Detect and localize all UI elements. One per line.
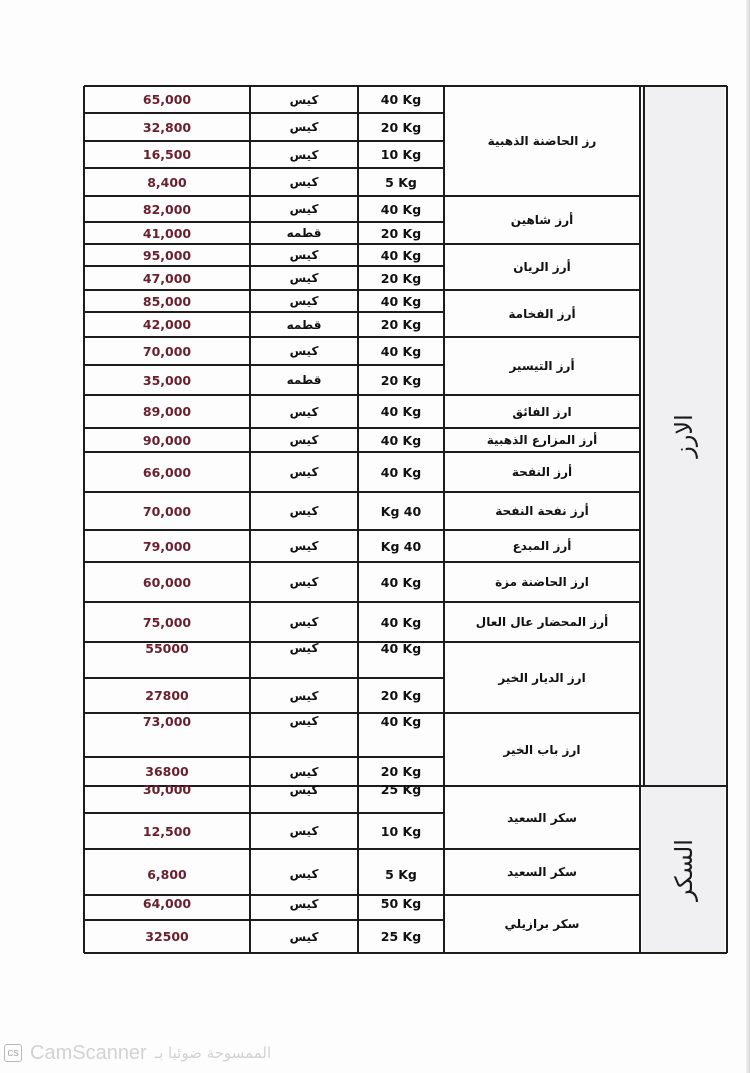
unit-cell: كيس <box>289 344 319 358</box>
product-name: أرز التيسير <box>509 359 575 373</box>
price-cell: 42,000 <box>142 317 192 332</box>
unit-cell: كيس <box>289 147 319 162</box>
price-cell: 32,800 <box>142 119 192 135</box>
unit-cell: كيس <box>289 248 319 262</box>
product-name: ارز الفائق <box>512 404 572 419</box>
price-cell: 6,800 <box>147 866 187 882</box>
price-cell: 8,400 <box>147 174 187 190</box>
unit-cell: كيس <box>289 714 319 728</box>
category-line <box>640 952 727 954</box>
size-cell: 5 Kg <box>385 174 417 190</box>
price-cell: 12,500 <box>142 823 192 839</box>
price-cell: 32500 <box>145 929 189 944</box>
size-cell: 40 Kg <box>380 432 422 448</box>
price-cell: 30,000 <box>142 782 192 797</box>
unit-cell: كيس <box>289 641 319 655</box>
camscanner-logo-icon: CS <box>4 1044 22 1062</box>
product-name: أرز الفخامة <box>508 306 576 321</box>
table-vline-inner <box>643 86 645 786</box>
unit-cell: كيس <box>289 175 319 189</box>
size-cell: 40 Kg <box>380 464 422 480</box>
unit-cell: كيس <box>289 92 319 107</box>
size-cell: 40 Kg <box>380 614 422 630</box>
price-cell: 16,500 <box>142 147 192 162</box>
product-name: أرز النفحة <box>511 465 573 479</box>
unit-cell: كيس <box>289 433 319 447</box>
unit-cell: قطمه <box>286 373 322 387</box>
table-vline-5 <box>726 86 728 953</box>
size-cell: 25 Kg <box>380 929 422 944</box>
price-cell: 85,000 <box>142 293 192 309</box>
size-cell: 40 Kg <box>380 247 422 263</box>
price-cell: 95,000 <box>142 247 192 263</box>
unit-cell: قطمه <box>286 226 322 240</box>
size-cell: 20 Kg <box>380 688 422 703</box>
size-cell: 40 Kg <box>380 574 422 590</box>
product-name: ارز الحاضنة مزة <box>495 575 589 589</box>
unit-cell: كيس <box>289 539 319 553</box>
price-cell: 65,000 <box>142 92 192 107</box>
unit-cell: قطمه <box>286 317 322 332</box>
unit-cell: كيس <box>289 615 319 629</box>
price-cell: 79,000 <box>142 538 192 554</box>
category-label: السكر <box>669 838 698 901</box>
price-cell: 75,000 <box>142 614 192 630</box>
size-cell: 20 Kg <box>380 372 422 388</box>
price-cell: 90,000 <box>142 432 192 448</box>
price-cell: 35,000 <box>142 372 192 388</box>
unit-cell: كيس <box>289 202 319 216</box>
product-name: سكر برازيلي <box>504 917 580 931</box>
size-cell: 40 Kg <box>380 640 422 656</box>
camscanner-watermark <box>4 1041 271 1065</box>
size-cell: 5 Kg <box>385 866 417 882</box>
unit-cell: كيس <box>289 929 319 944</box>
unit-cell: كيس <box>289 294 319 308</box>
size-cell: 40 Kg <box>380 92 422 107</box>
size-cell: 10 Kg <box>380 147 422 162</box>
unit-cell: كيس <box>289 575 319 589</box>
size-cell: 20 Kg <box>380 764 422 779</box>
price-cell: 66,000 <box>142 464 192 480</box>
price-cell: 89,000 <box>142 404 192 419</box>
product-name: أرز المزارع الذهبية <box>486 433 598 447</box>
price-cell: 82,000 <box>142 201 192 217</box>
size-cell: 50 Kg <box>380 896 422 911</box>
size-cell: 20 Kg <box>380 317 422 332</box>
product-name: سكر السعيد <box>507 865 577 879</box>
size-cell: 10 Kg <box>380 823 422 839</box>
product-name: ارز باب الخير <box>503 742 581 757</box>
category-line <box>640 785 727 787</box>
size-cell: 20 Kg <box>380 119 422 135</box>
unit-cell: كيس <box>289 896 319 911</box>
watermark-arabic-text: الممسوحة ضوئيا بـ <box>154 1044 272 1062</box>
product-name: ارز الديار الخير <box>498 670 586 685</box>
size-cell: 20 Kg <box>380 225 422 241</box>
unit-cell: كيس <box>289 764 319 779</box>
product-name: رز الحاضنة الذهبية <box>487 134 597 148</box>
price-cell: 73,000 <box>142 713 192 729</box>
size-cell: Kg 40 <box>380 503 422 519</box>
unit-cell: كيس <box>289 867 319 881</box>
unit-cell: كيس <box>289 782 319 797</box>
size-cell: 40 Kg <box>380 201 422 217</box>
category-label: الارز <box>669 414 698 458</box>
price-cell: 70,000 <box>142 343 192 359</box>
product-name: أرز المبدع <box>512 539 572 553</box>
price-cell: 64,000 <box>142 896 192 911</box>
size-cell: Kg 40 <box>380 538 422 554</box>
price-cell: 55000 <box>145 640 189 656</box>
category-line <box>640 85 727 87</box>
price-cell: 41,000 <box>142 225 192 241</box>
product-name: أرز المحضار عال العال <box>475 615 609 629</box>
unit-cell: كيس <box>289 465 319 479</box>
size-cell: 25 Kg <box>380 782 422 797</box>
unit-cell: كيس <box>289 824 319 838</box>
product-name: أرز نفحة النفحة <box>495 504 589 518</box>
size-cell: 20 Kg <box>380 270 422 286</box>
size-cell: 40 Kg <box>380 343 422 359</box>
unit-cell: كيس <box>289 504 319 518</box>
product-name: أرز شاهين <box>510 213 574 227</box>
price-cell: 47,000 <box>142 270 192 286</box>
price-cell: 70,000 <box>142 503 192 519</box>
price-cell: 36800 <box>145 764 189 779</box>
size-cell: 40 Kg <box>380 404 422 419</box>
product-name: سكر السعيد <box>507 810 577 825</box>
unit-cell: كيس <box>289 688 319 703</box>
unit-cell: كيس <box>289 271 319 285</box>
price-cell: 60,000 <box>142 574 192 590</box>
product-name: أرز الريان <box>513 260 571 274</box>
unit-cell: كيس <box>289 404 319 419</box>
price-cell: 27800 <box>145 688 189 703</box>
watermark-brand: CamScanner <box>30 1041 147 1064</box>
size-cell: 40 Kg <box>380 293 422 309</box>
unit-cell: كيس <box>289 120 319 134</box>
size-cell: 40 Kg <box>380 713 422 729</box>
